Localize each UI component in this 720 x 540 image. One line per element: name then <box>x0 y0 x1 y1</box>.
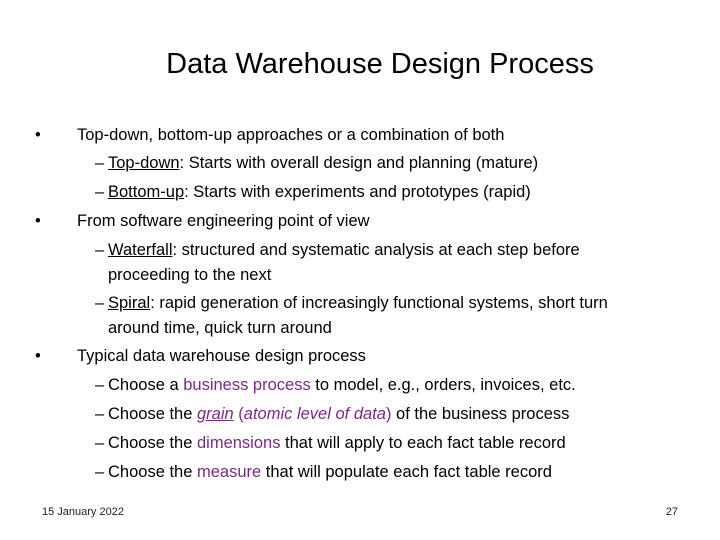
sub-bullet-text <box>108 292 608 314</box>
dash-marker: – <box>95 294 105 312</box>
page-number: 27 <box>665 506 678 518</box>
term-spiral: Spiral <box>108 294 151 312</box>
sub-bullet-text <box>108 432 566 454</box>
sub-bullet-rest: : rapid generation of increasingly functional systems, short turn <box>150 294 608 312</box>
bullet-text: From software engineering point of view <box>77 212 370 230</box>
text-part: to model, e.g., orders, invoices, etc. <box>310 376 576 394</box>
dash-marker: – <box>95 183 105 201</box>
text-part: that will apply to each fact table record <box>280 434 566 452</box>
sub-bullet-text <box>108 239 580 261</box>
text-part: Choose a <box>108 376 184 394</box>
term-bottom-up: Bottom-up <box>108 183 185 201</box>
bullet-marker: • <box>35 126 41 144</box>
text-part: Choose the <box>108 434 197 452</box>
text-part: ( <box>233 405 244 423</box>
bullet-text: Top-down, bottom-up approaches or a combination of both <box>77 126 505 144</box>
text-part: of the business process <box>391 405 570 423</box>
slide-title: Data Warehouse Design Process <box>166 48 594 80</box>
term-top-down: Top-down <box>108 154 180 172</box>
highlight-grain: grain <box>196 405 234 423</box>
bullet-marker: • <box>35 212 41 230</box>
sub-bullet-text <box>108 181 531 203</box>
bullet-marker: • <box>35 347 41 365</box>
sub-bullet-continuation: proceeding to the next <box>108 266 272 284</box>
bullet-text: Typical data warehouse design process <box>77 347 366 365</box>
highlight-dimensions: dimensions <box>196 434 281 452</box>
dash-marker: – <box>95 376 105 394</box>
dash-marker: – <box>95 434 105 452</box>
dash-marker: – <box>95 463 105 481</box>
footer-date: 15 January 2022 <box>42 506 124 518</box>
text-part: Choose the <box>108 405 197 423</box>
sub-bullet-rest: : Starts with overall design and planning (mature) <box>179 154 539 172</box>
text-part: that will populate each fact table record <box>261 463 552 481</box>
highlight-business-process: business process <box>183 376 311 394</box>
sub-bullet-text <box>108 461 552 483</box>
dash-marker: – <box>95 241 105 259</box>
sub-bullet-text <box>108 152 538 174</box>
highlight-atomic-level: atomic level of data <box>243 405 386 423</box>
sub-bullet-continuation: around time, quick turn around <box>108 319 332 337</box>
sub-bullet-text <box>108 403 569 425</box>
text-part: ) <box>385 405 392 423</box>
sub-bullet-rest: : Starts with experiments and prototypes (rapid) <box>184 183 531 201</box>
dash-marker: – <box>95 154 105 172</box>
term-waterfall: Waterfall <box>108 241 173 259</box>
sub-bullet-rest: : structured and systematic analysis at each step before <box>172 241 580 259</box>
highlight-measure: measure <box>196 463 262 481</box>
text-part: Choose the <box>108 463 197 481</box>
dash-marker: – <box>95 405 105 423</box>
sub-bullet-text <box>108 374 576 396</box>
